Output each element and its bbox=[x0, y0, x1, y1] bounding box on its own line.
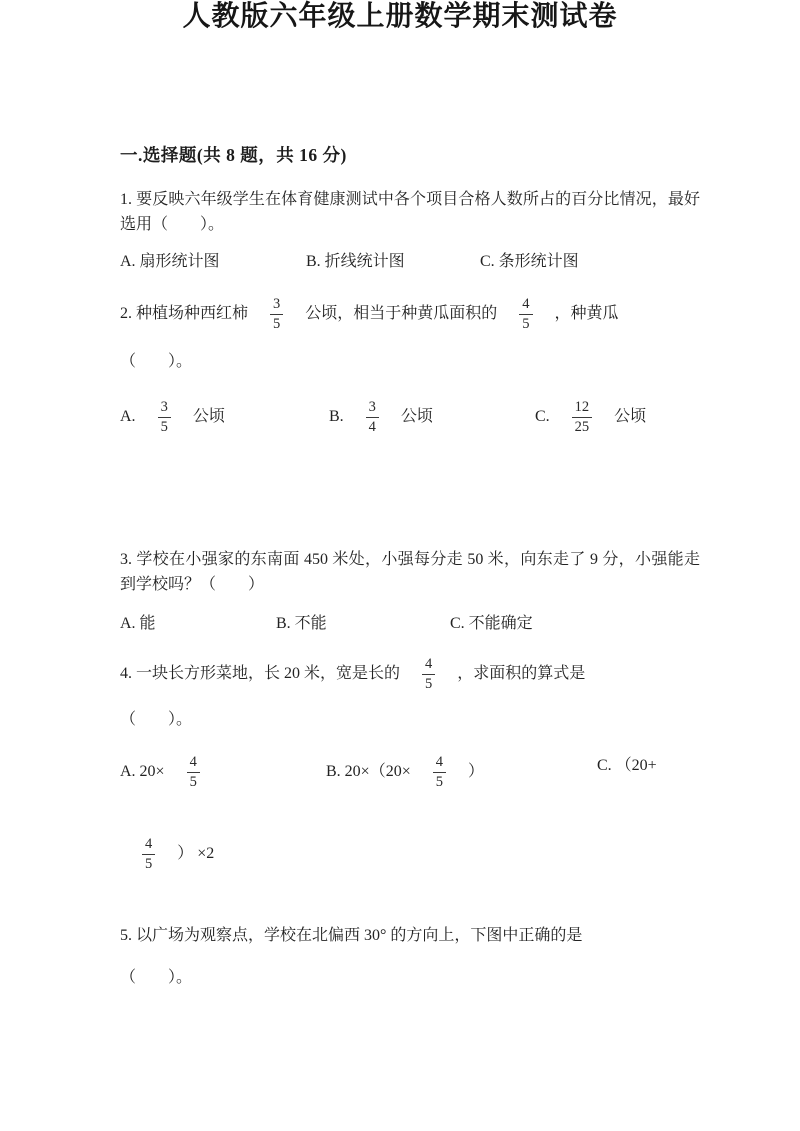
page-title: 人教版六年级上册数学期末测试卷 bbox=[182, 1, 618, 32]
fraction-denominator: 5 bbox=[433, 772, 446, 792]
fraction-numerator: 3 bbox=[160, 399, 168, 415]
question-4-stem-text-2: ，求面积的算式是 bbox=[457, 665, 586, 683]
option-label: A. 20× bbox=[120, 763, 165, 781]
fraction-numerator: 4 bbox=[425, 656, 433, 672]
fraction-denominator: 5 bbox=[270, 314, 283, 334]
fraction-denominator: 5 bbox=[519, 314, 532, 334]
option-c-fraction bbox=[572, 398, 593, 437]
option-c-fraction bbox=[142, 835, 155, 874]
fraction-denominator: 5 bbox=[187, 772, 200, 792]
fraction-numerator: 4 bbox=[522, 296, 530, 312]
question-2-answer-blank: （ ）。 bbox=[120, 353, 193, 370]
question-2-fraction-2 bbox=[519, 295, 532, 334]
question-3-option-b: B. 不能 bbox=[276, 615, 327, 632]
question-2-option-b bbox=[329, 398, 433, 437]
fraction-numerator: 12 bbox=[574, 399, 590, 415]
question-3-option-a: A. 能 bbox=[120, 615, 156, 632]
question-5-stem: 5. 以广场为观察点，学校在北偏西 30° 的方向上，下图中正确的是 bbox=[120, 927, 583, 944]
option-a-fraction bbox=[158, 398, 171, 437]
question-4-stem-text-1: 4. 一块长方形菜地，长 20 米，宽是长的 bbox=[120, 665, 401, 683]
question-4-option-a bbox=[120, 753, 222, 792]
option-label: C. bbox=[535, 408, 550, 426]
question-3-stem: 3. 学校在小强家的东南面 450 米处，小强每分走 50 米，向东走了 9 分，小强能走到学校吗？（ ） bbox=[120, 551, 700, 593]
question-4-fraction-1 bbox=[422, 655, 435, 694]
question-1-option-a: A. 扇形统计图 bbox=[120, 253, 220, 270]
fraction-numerator: 3 bbox=[273, 296, 281, 312]
option-b-fraction bbox=[366, 398, 379, 437]
section-heading: 一.选择题(共 8 题，共 16 分) bbox=[120, 145, 347, 165]
option-label: A. bbox=[120, 408, 136, 426]
question-2-stem-text-1: 2. 种植场种西红柿 bbox=[120, 305, 249, 323]
option-unit: 公顷 bbox=[400, 408, 433, 426]
question-4-option-b bbox=[326, 753, 484, 792]
question-1-options bbox=[120, 249, 800, 297]
option-unit: 公顷 bbox=[192, 408, 225, 426]
question-4-option-c: C. （20+ bbox=[597, 757, 657, 774]
option-b-fraction bbox=[433, 753, 446, 792]
fraction-denominator: 4 bbox=[366, 417, 379, 437]
question-2-stem-text-2: 公顷，相当于种黄瓜面积的 bbox=[305, 305, 498, 323]
question-5-answer-blank: （ ）。 bbox=[120, 969, 193, 986]
question-2-stem-text-3: ，种黄瓜 bbox=[554, 305, 619, 323]
option-c-continuation-text: ） ×2 bbox=[177, 845, 215, 863]
question-4-options bbox=[120, 753, 800, 801]
fraction-denominator: 25 bbox=[572, 417, 593, 437]
question-1-stem: 1. 要反映六年级学生在体育健康测试中各个项目合格人数所占的百分比情况，最好选用（ ）。 bbox=[120, 191, 700, 233]
question-4-stem bbox=[120, 655, 740, 694]
fraction-denominator: 5 bbox=[158, 417, 171, 437]
question-1-option-b: B. 折线统计图 bbox=[306, 253, 405, 270]
fraction-numerator: 4 bbox=[145, 836, 153, 852]
fraction-numerator: 4 bbox=[435, 754, 443, 770]
fraction-denominator: 5 bbox=[142, 854, 155, 874]
fraction-numerator: 4 bbox=[189, 754, 197, 770]
question-2-options bbox=[120, 398, 800, 446]
option-b-close-paren: ） bbox=[467, 763, 484, 781]
question-4-answer-blank: （ ）。 bbox=[120, 711, 193, 728]
question-2-option-c bbox=[535, 398, 646, 437]
question-1-option-c: C. 条形统计图 bbox=[480, 253, 579, 270]
option-unit: 公顷 bbox=[614, 408, 647, 426]
question-4-option-c-continuation bbox=[120, 835, 214, 874]
option-a-fraction bbox=[187, 753, 200, 792]
question-2-option-a bbox=[120, 398, 225, 437]
fraction-denominator: 5 bbox=[422, 674, 435, 694]
option-label: B. 20×（20× bbox=[326, 763, 411, 781]
question-2-fraction-1 bbox=[270, 295, 283, 334]
fraction-numerator: 3 bbox=[368, 399, 376, 415]
question-2-stem bbox=[120, 295, 740, 334]
question-3-option-c: C. 不能确定 bbox=[450, 615, 533, 632]
option-label: B. bbox=[329, 408, 344, 426]
question-3-options bbox=[120, 611, 800, 659]
